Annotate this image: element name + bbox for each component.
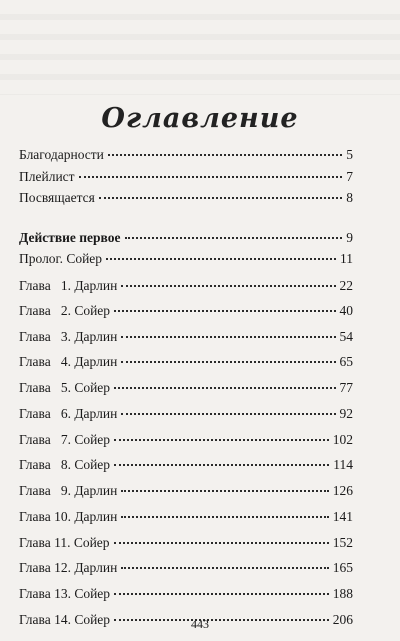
dot-leader [121, 489, 328, 492]
toc-entry [19, 190, 353, 210]
toc-entry [19, 329, 353, 349]
toc-entry-page: 54 [339, 329, 353, 344]
toc-entry [19, 509, 353, 529]
toc-entry [19, 406, 353, 426]
toc-entry-title: Глава 7. Сойер [19, 432, 111, 447]
page-number: 443 [191, 617, 209, 631]
dot-leader [114, 463, 329, 466]
toc-entry-page: 114 [333, 457, 353, 472]
toc-entry-title: Глава 5. Сойер [19, 380, 111, 395]
toc-entry-page: 188 [332, 586, 353, 601]
toc-entry [19, 483, 353, 503]
toc-entry-title: Глава 4. Дарлин [19, 354, 118, 369]
bleed-through-text [0, 0, 400, 95]
toc-entry-title: Глава 12. Дарлин [19, 560, 118, 575]
toc-entry-title: Пролог. Сойер [19, 251, 103, 266]
toc-entry-page: 206 [332, 612, 353, 627]
dot-leader [79, 175, 343, 178]
dot-leader [121, 515, 328, 518]
toc-entry-title: Глава 3. Дарлин [19, 329, 118, 344]
dot-leader [106, 257, 336, 260]
dot-leader [121, 360, 335, 363]
toc-entry-page: 165 [332, 560, 353, 575]
toc-entry-title: Посвящается [19, 190, 95, 205]
toc-entry-page: 22 [339, 278, 353, 293]
toc-entry-page: 8 [346, 190, 353, 205]
toc-entry-page: 65 [339, 354, 353, 369]
toc-entry-title: Глава 9. Дарлин [19, 483, 118, 498]
toc-entry-title: Глава 13. Сойер [19, 586, 111, 601]
dot-leader [114, 386, 335, 389]
toc-entry-title: Действие первое [19, 230, 121, 245]
toc-entry-page: 126 [332, 483, 353, 498]
toc-entry [19, 586, 353, 606]
toc-entry [19, 560, 353, 580]
toc-entry-title: Благодарности [19, 147, 104, 162]
dot-leader [121, 566, 328, 569]
toc-entry-title: Глава 11. Сойер [19, 535, 110, 550]
dot-leader [121, 412, 335, 415]
toc-entry-title: Глава 6. Дарлин [19, 406, 118, 421]
toc-entry-page: 141 [332, 509, 353, 524]
toc-entry-page: 152 [332, 535, 353, 550]
toc-entry [19, 251, 353, 271]
toc-entry-title: Глава 1. Дарлин [19, 278, 118, 293]
toc-entry [19, 303, 353, 323]
dot-leader [125, 236, 343, 239]
dot-leader [114, 541, 329, 544]
toc-entry [19, 354, 353, 374]
toc-entry-page: 11 [340, 251, 353, 266]
page-title: Оглавление [101, 103, 299, 134]
dot-leader [121, 284, 335, 287]
toc-entry [19, 457, 353, 477]
toc-entry-page: 77 [339, 380, 353, 395]
toc-entry-title: Глава 14. Сойер [19, 612, 111, 627]
toc-entry [19, 432, 353, 452]
toc-entry-title: Глава 2. Сойер [19, 303, 111, 318]
toc-entry [19, 380, 353, 400]
toc-entry-title: Плейлист [19, 169, 75, 184]
toc-entry [19, 230, 353, 250]
toc-entry-page: 7 [346, 169, 353, 184]
toc-entry-title: Глава 8. Сойер [19, 457, 111, 472]
toc-entry-page: 40 [339, 303, 353, 318]
dot-leader [108, 153, 342, 156]
toc-entry-page: 102 [332, 432, 353, 447]
toc-entry-title: Глава 10. Дарлин [19, 509, 118, 524]
toc-entry [19, 278, 353, 298]
toc-entry [19, 169, 353, 189]
dot-leader [114, 592, 329, 595]
dot-leader [99, 196, 342, 199]
toc-entry [19, 147, 353, 167]
toc-entry-page: 9 [346, 230, 353, 245]
toc-entry-page: 92 [339, 406, 353, 421]
toc-entry-page: 5 [346, 147, 353, 162]
dot-leader [114, 309, 335, 312]
dot-leader [121, 335, 335, 338]
dot-leader [114, 438, 329, 441]
toc-entry [19, 535, 353, 555]
